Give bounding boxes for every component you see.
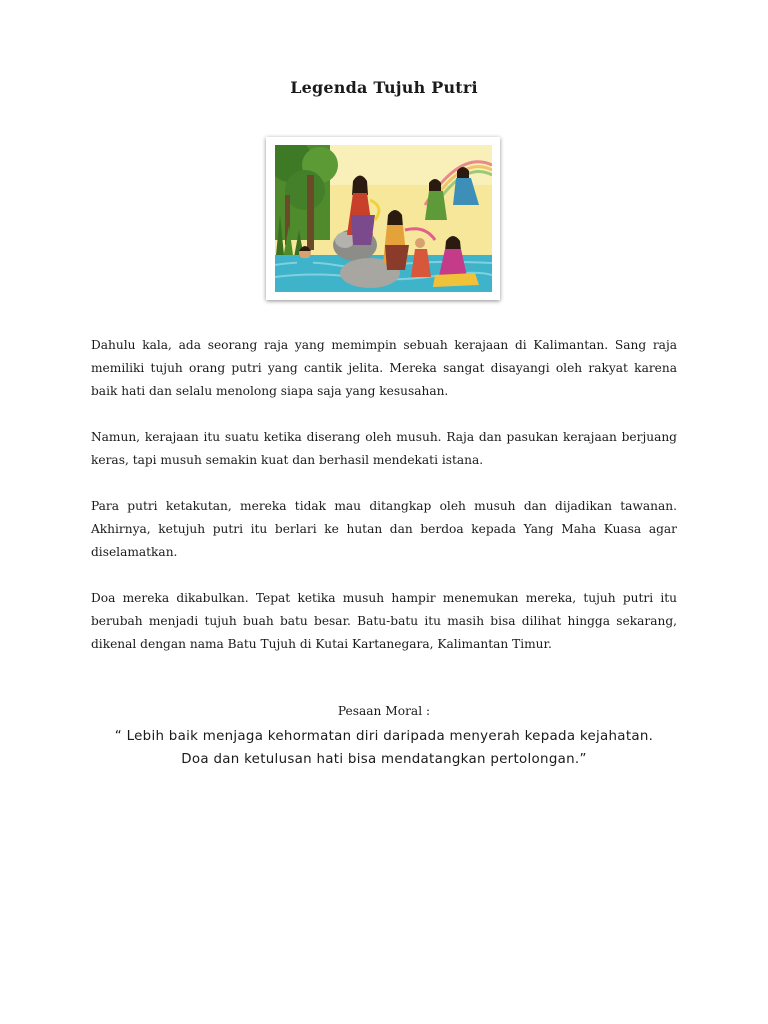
moral-quote-line: “ Lebih baik menjaga kehormatan diri daripada menyerah kepada kejahatan. (114, 729, 654, 744)
story-paragraph: Dahulu kala, ada seorang raja yang memimpin sebuah kerajaan di Kalimantan. Sang raja memiliki tujuh orang putri yang cantik jelita. Mereka sangat disayangi oleh rakyat karena baik hati dan selalu menolong siapa saja yang kesusahan. (91, 338, 677, 398)
story-paragraph: Namun, kerajaan itu suatu ketika diserang oleh musuh. Raja dan pasukan kerajaan berjuang keras, tapi musuh semakin kuat dan berhasil mendekati istana. (91, 430, 677, 467)
seven-princesses-bathing-illustration-icon (275, 145, 492, 292)
story-illustration-frame (266, 137, 500, 300)
story-paragraph: Para putri ketakutan, mereka tidak mau ditangkap oleh musuh dan dijadikan tawanan. Akhirnya, ketujuh putri itu berlari ke hutan dan berdoa kepada Yang Maha Kuasa agar diselamatkan. (91, 499, 677, 559)
story-paragraph: Doa mereka dikabulkan. Tepat ketika musuh hampir menemukan mereka, tujuh putri itu berubah menjadi tujuh buah batu besar. Batu-batu itu masih bisa dilihat hingga sekarang, dikenal dengan nama Batu Tujuh di Kutai Kartanegara, Kalimantan Timur. (91, 591, 677, 651)
moral-quote-line: Doa dan ketulusan hati bisa mendatangkan pertolongan.” (181, 752, 587, 767)
page-title: Legenda Tujuh Putri (290, 78, 478, 97)
moral-quote (60, 725, 708, 771)
moral-label: Pesaan Moral : (337, 704, 431, 718)
